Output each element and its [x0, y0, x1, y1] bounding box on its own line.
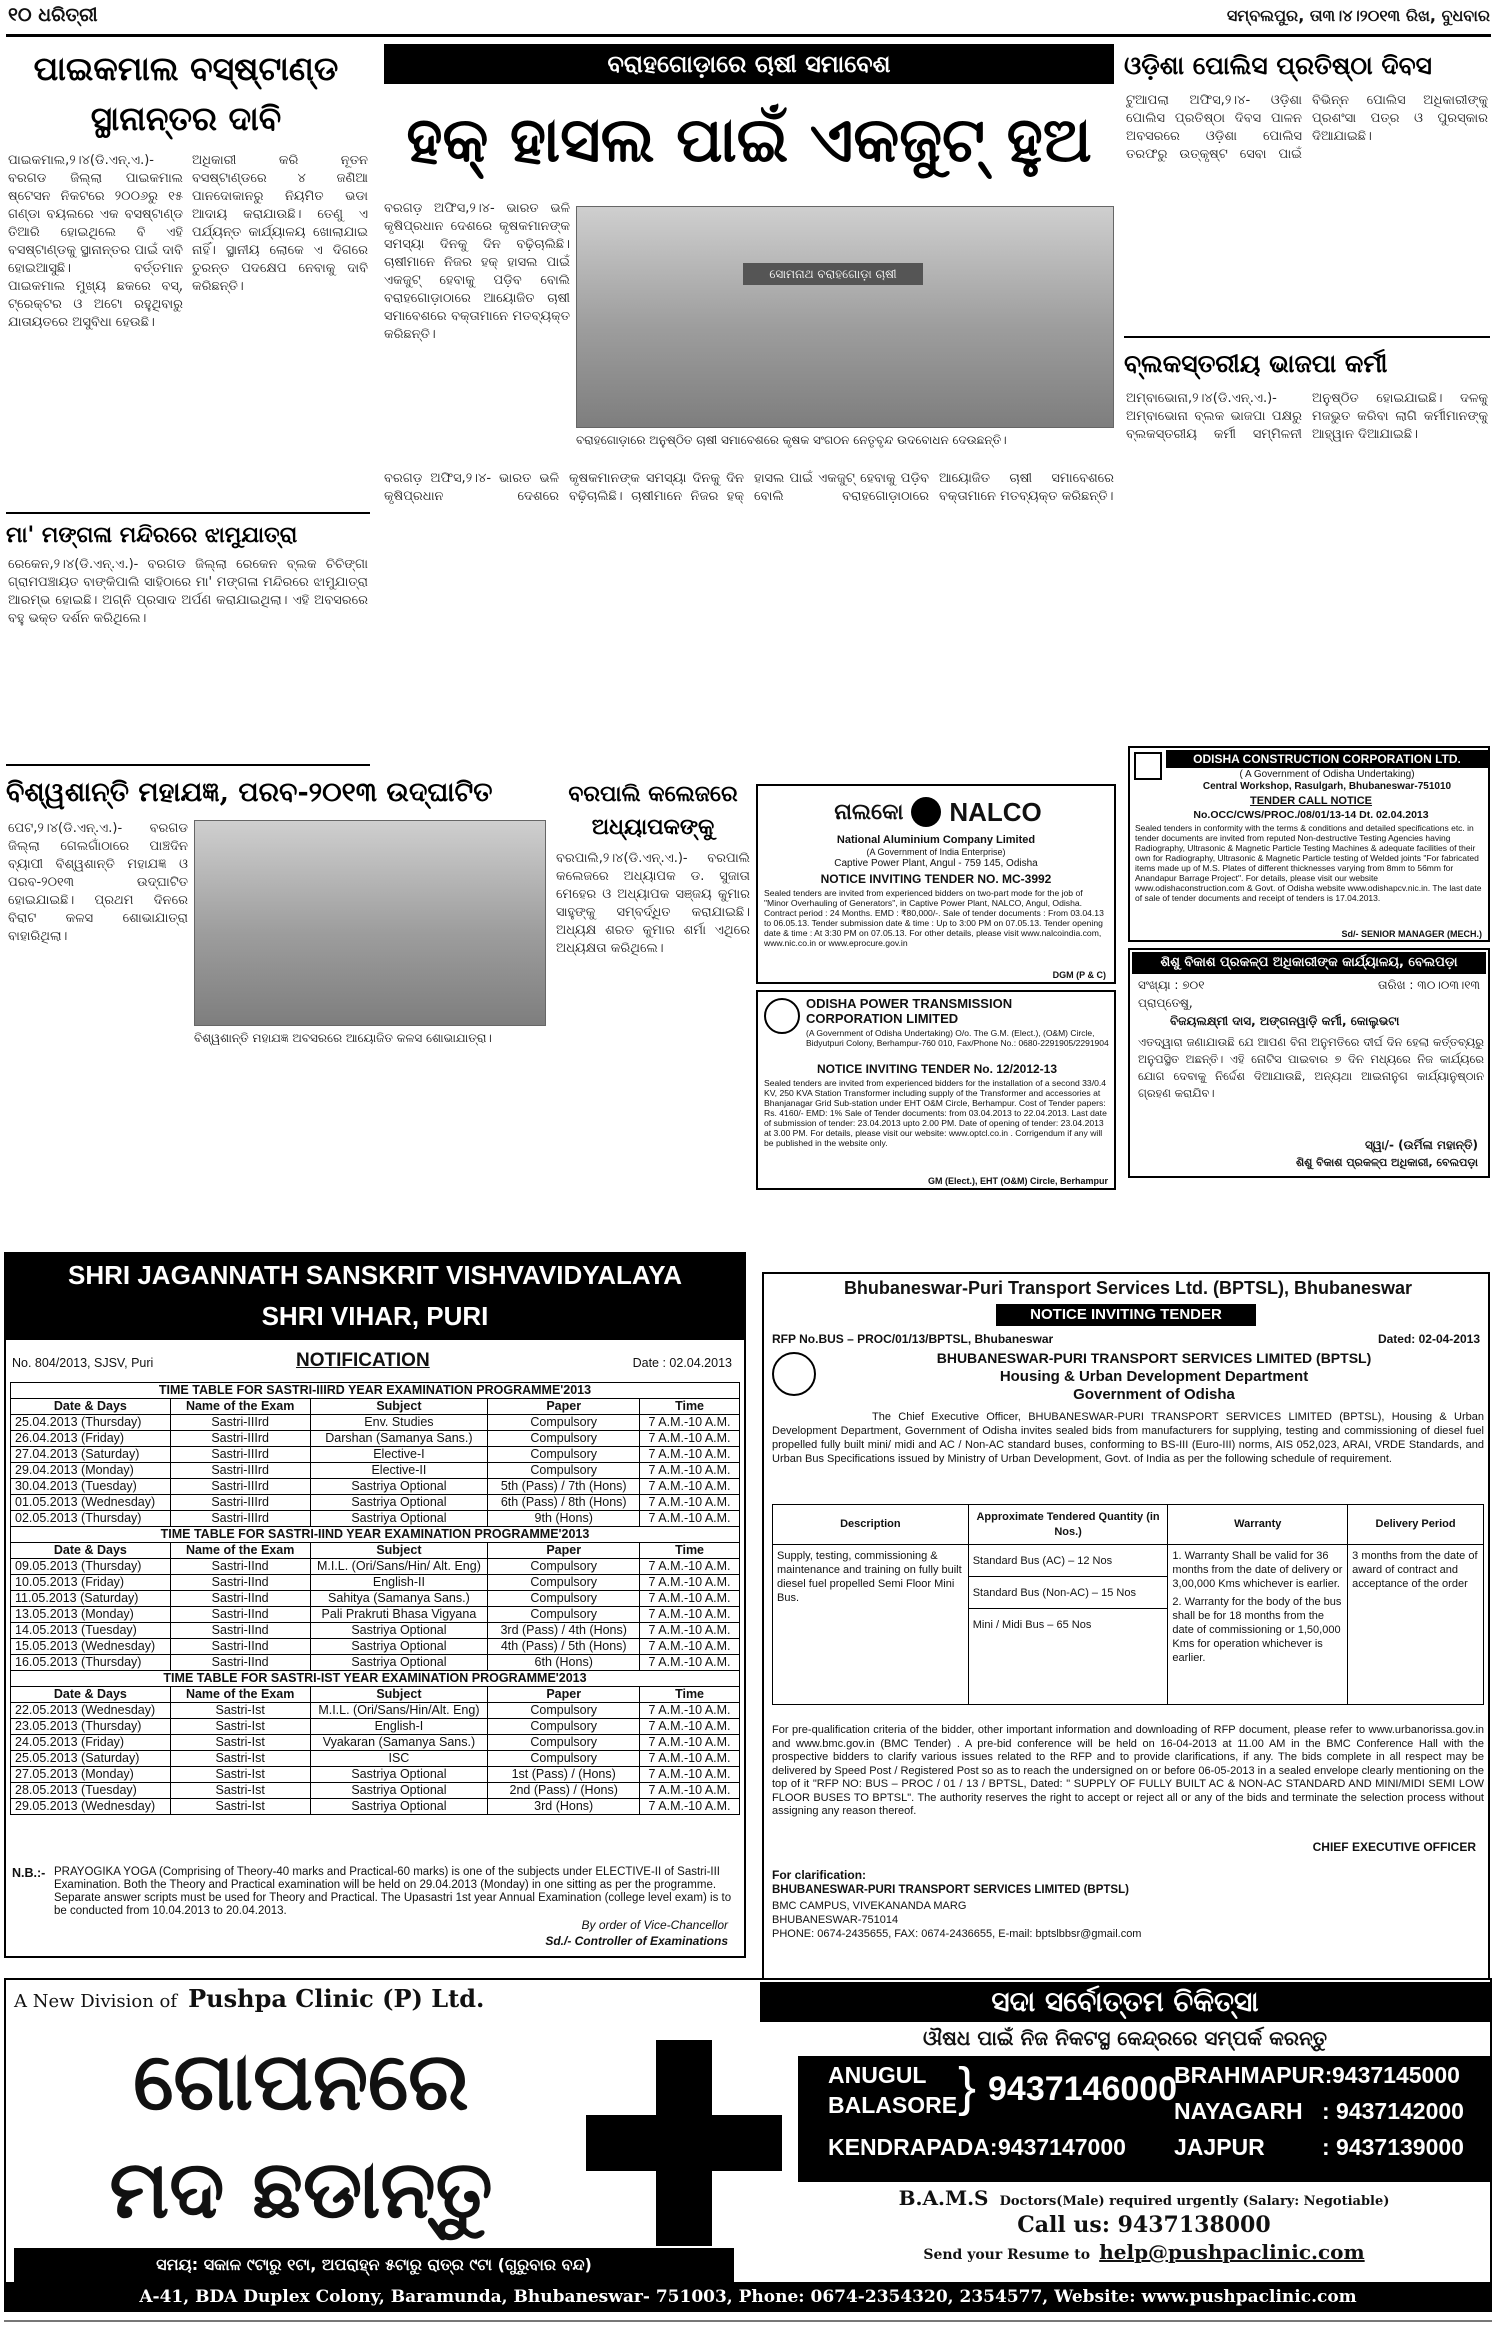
table-cell: Sastri-Ist	[170, 1751, 310, 1767]
police-body: ଟୁଆପଲା ଅଫିସ,୨।୪- ଓଡ଼ିଶା ପୋଲିସ ପ୍ରତିଷ୍ଠା ଦିବସ ପାଳନ ଅବସରରେ ଓଡ଼ିଶା ପୋଲିସ ତରଫରୁ ଉତ୍କୃଷ୍ଟ ସେବା ପାଇଁ ବିଭିନ୍ନ ପୋଲିସ ଅଧିକାରୀଙ୍କୁ ପ୍ରଶଂସା ପତ୍ର ଓ ପୁରସ୍କାର ଦିଆଯାଇଛି।	[1126, 93, 1488, 162]
pushpa-city-nayagarh: NAYAGARH	[1174, 2098, 1303, 2124]
table-cell: Vyakaran (Samanya Sans.)	[310, 1735, 488, 1751]
sjsv-title1: SHRI JAGANNATH SANSKRIT VISHVAVIDYALAYA	[68, 1260, 682, 1290]
table-cell: 13.05.2013 (Monday)	[11, 1607, 171, 1623]
nalco-brand: NALCO	[949, 796, 1042, 827]
table-cell: 7 A.M.-10 A.M.	[640, 1639, 740, 1655]
bptsl-dated: Dated: 02-04-2013	[1377, 1332, 1480, 1346]
sjsv-col-header: Name of the Exam	[170, 1543, 310, 1559]
optcl-logo-icon	[764, 998, 800, 1034]
nalco-ad	[756, 784, 1116, 984]
bptsl-th-delivery: Delivery Period	[1348, 1505, 1484, 1545]
optcl-ad	[756, 990, 1116, 1190]
occ-subtitle: ( A Government of Odisha Undertaking)	[1239, 769, 1415, 780]
optcl-notice: NOTICE INVITING TENDER No. 12/2012-13	[816, 1062, 1058, 1076]
sjsv-section-2-title: TIME TABLE FOR SASTRI-IIND YEAR EXAMINATION PROGRAMME'2013	[11, 1527, 740, 1543]
table-cell: 09.05.2013 (Thursday)	[11, 1559, 171, 1575]
sjsv-header	[6, 1254, 744, 1340]
brace-icon: }	[958, 2057, 977, 2117]
table-row	[11, 1591, 740, 1607]
table-cell: Sastriya Optional	[310, 1511, 488, 1527]
table-row	[11, 1431, 740, 1447]
table-cell: 24.05.2013 (Friday)	[11, 1735, 171, 1751]
pushpa-city-balasore: BALASORE	[828, 2092, 958, 2118]
col1-divider-1	[6, 512, 370, 514]
table-cell: Sastri-IIIrd	[170, 1447, 310, 1463]
table-cell: Env. Studies	[310, 1415, 488, 1431]
sjsv-section-1	[11, 1671, 740, 1687]
table-cell: 7 A.M.-10 A.M.	[640, 1767, 740, 1783]
nalco-address: Captive Power Plant, Angul - 759 145, Odisha	[834, 858, 1038, 869]
pushpa-bams: B.A.M.S	[898, 2186, 989, 2210]
pushpa-big1: ଗୋପନରେ	[133, 2035, 469, 2128]
chasi-caption: ବରାହଗୋଡ଼ାରେ ଅନୁଷ୍ଠିତ ଚାଷୀ ସମାବେଶରେ କୃଷକ ସଂଗଠନ ନେତୃବୃନ୍ଦ ଉଦବୋଧନ ଦେଉଛନ୍ତି।	[576, 433, 1007, 447]
pushpa-tagline: ସଦା ସର୍ବୋତ୍ତମ ଚିକିତ୍ସା	[760, 1982, 1490, 2022]
sjsv-section-1-title: TIME TABLE FOR SASTRI-IST YEAR EXAMINATION PROGRAMME'2013	[11, 1671, 740, 1687]
shishu-to: ପ୍ରାପ୍ତେଷୁ,	[1138, 996, 1193, 1010]
table-cell: English-II	[310, 1575, 488, 1591]
bptsl-intro: The Chief Executive Officer, BHUBANESWAR-PURI TRANSPORT SERVICES LIMITED (BPTSL), Housing & Urban Development Department, Government of Odisha invites sealed bids from manufacturers for supplying, testing and commissioning of diesel fuel propelled fully built mini/ midi and AC / Non-AC standard buses, conforming to BS-III (Euro-III) norms, AIS 052,023, ARAI, VRDE Standards, and Urban Bus Specifications issued by Ministry of Urban Development, Govt. of India as per the following schedule of requirement.	[772, 1411, 1484, 1465]
sjsv-nb: PRAYOGIKA YOGA (Comprising of Theory-40 marks and Practical-60 marks) is one of the subjects under ELECTIVE-II of Sastri-III Examination. Both the Theory and Practical examination will be held on 29.04.2013 (Monday) in one sitting as per the programme. Separate answer scripts must be used for Theory and Practical. The Upasastri 1st year Annual Examination (college level exam) is to be conducted from 10.04.2013 to 20.04.2013.	[54, 1866, 732, 1917]
bptsl-th-warranty: Warranty	[1168, 1505, 1348, 1545]
table-cell: 7 A.M.-10 A.M.	[640, 1575, 740, 1591]
vishwashanti-body: ପେଟ,୨।୪(ଡି.ଏନ୍.ଏ.)- ବରଗଡ ଜିଲ୍ଲା ଗେଲଗାଁଠାରେ ପାଞ୍ଚଦିନ ବ୍ୟାପୀ ବିଶ୍ୱଶାନ୍ତି ମହାଯଜ୍ଞ ଓ ପରବ-୨୦୧୩ ଉଦ୍‌ଘାଟିତ ହୋଇଯାଇଛି। ପ୍ରଥମ ଦିନରେ ବିରାଟ କଳସ ଶୋଭାଯାତ୍ରା ବାହାରିଥିଲା।	[8, 821, 188, 944]
table-cell: Sastri-IIIrd	[170, 1495, 310, 1511]
table-row	[11, 1639, 740, 1655]
table-cell: 2nd (Pass) / (Hons)	[488, 1783, 640, 1799]
occ-ref: No.OCC/CWS/PROC./08/01/13-14 Dt. 02.04.2013	[1193, 809, 1429, 821]
pushpa-ad	[4, 1978, 1492, 2298]
pushpa-phone-brahmapur: 9437145000	[1332, 2062, 1460, 2088]
sjsv-col-header: Subject	[310, 1687, 488, 1703]
table-cell: 3rd (Pass) / 4th (Hons)	[488, 1623, 640, 1639]
table-row	[11, 1575, 740, 1591]
nalco-brand-odia: ନାଲକୋ	[834, 799, 904, 825]
table-cell: Sastri-IIIrd	[170, 1463, 310, 1479]
table-cell: 7 A.M.-10 A.M.	[640, 1415, 740, 1431]
sjsv-header-row	[11, 1687, 740, 1703]
sjsv-signature: Sd./- Controller of Examinations	[545, 1934, 728, 1948]
bptsl-schedule-table	[772, 1504, 1484, 1705]
table-cell: 25.04.2013 (Thursday)	[11, 1415, 171, 1431]
table-cell: 27.05.2013 (Monday)	[11, 1767, 171, 1783]
table-cell: 26.04.2013 (Friday)	[11, 1431, 171, 1447]
table-row	[11, 1479, 740, 1495]
shishu-number: ସଂଖ୍ୟା : ୭୦୧	[1138, 978, 1205, 992]
bptsl-para: For pre-qualification criteria of the bidder, other important information and downloading of RFP document, please refer to www.urbanorissa.gov.in and www.bmc.gov.in (BMC Tender) . A pre-bid conference will be held on 16-04-2013 at 11.00 AM in the BMC Conference Hall with the prospective bidders to clarify various issues related to the RFP and to provide clarifications, if any. The bids complete in all respect may be delivered by Speed Post / Registered Post so as to reach the undersigned on or before 06-05-2013 in a sealed envelope clearly mentioning on the top of it "RFP NO: BUS – PROC / 01 / 13 / BPTSL, Dated: " SUPPLY OF FULLY BUILT AC & NON-AC STANDARD AND MINI/MIDI SEMI LOW FLOOR BUSES TO BPTSL". The authority reserves the right to accept or reject all or any of the bids and terminate the selection process without assigning any reason thereof.	[772, 1724, 1484, 1817]
table-cell: Sastri-IInd	[170, 1591, 310, 1607]
table-cell: Sastri-Ist	[170, 1767, 310, 1783]
pushpa-phone-nayagarh: : 9437142000	[1322, 2098, 1464, 2124]
table-cell: Compulsory	[488, 1575, 640, 1591]
table-cell: 30.04.2013 (Tuesday)	[11, 1479, 171, 1495]
optcl-body: Sealed tenders are invited from experienced bidders for the installation of a second 33/0.4 KV, 250 KVA Station Transformer including supply of the Transformer and accessories at Bhanjanagar Grid Sub-station under EHT O&M Circle, Berhampur. Cost of Tender papers: Rs. 4160/- EMD: 1% Sale of Tender documents: from 03.04.2013 to 22.04.2013. Last date of submission of tender: 23.04.2013 upto 2.00 PM. Date of opening of tender: 23.04.2013 at 3.00 PM. For details, please visit our website: www.optcl.co.in . Corrigendum if any will be published in the website only.	[764, 1078, 1107, 1148]
table-cell: Sastri-IInd	[170, 1607, 310, 1623]
table-cell: 7 A.M.-10 A.M.	[640, 1559, 740, 1575]
table-row	[11, 1447, 740, 1463]
table-row	[11, 1751, 740, 1767]
table-cell: Compulsory	[488, 1703, 640, 1719]
table-cell: ISC	[310, 1751, 488, 1767]
table-cell: 7 A.M.-10 A.M.	[640, 1511, 740, 1527]
chasi-headline: ହକ୍ ହାସଲ ପାଇଁ ଏକଜୁଟ୍ ହୁଅ	[406, 103, 1092, 176]
table-cell: Sastriya Optional	[310, 1783, 488, 1799]
table-row	[11, 1767, 740, 1783]
table-cell: Sastri-Ist	[170, 1735, 310, 1751]
table-row	[11, 1799, 740, 1815]
barpali-headline: ବରପାଲି କଲେଜରେ ଅଧ୍ୟାପକଙ୍କୁ	[568, 781, 738, 840]
pushpa-phone-jajpur: : 9437139000	[1322, 2134, 1464, 2160]
table-cell: 10.05.2013 (Friday)	[11, 1575, 171, 1591]
shishu-title: ଶିଶୁ ବିକାଶ ପ୍ରକଳ୍ପ ଅଧିକାରୀଙ୍କ କାର୍ଯ୍ୟାଳୟ, ବେଲପଡ଼ା	[1132, 952, 1486, 974]
table-cell: Compulsory	[488, 1447, 640, 1463]
vishwashanti-caption: ବିଶ୍ୱଶାନ୍ତି ମହାଯଜ୍ଞ ଅବସରରେ ଆୟୋଜିତ କଳସ ଶୋଭାଯାତ୍ରା।	[194, 1031, 492, 1045]
pushpa-bams-note: Doctors(Male) required urgently (Salary: Negotiable)	[999, 2194, 1390, 2209]
sjsv-title2: SHRI VIHAR, PURI	[261, 1301, 489, 1331]
bptsl-th-description: Description	[773, 1505, 969, 1545]
pushpa-email[interactable]: help@pushpaclinic.com	[1099, 2240, 1365, 2264]
sjsv-notification	[4, 1252, 746, 1958]
nalco-logo-icon	[911, 797, 941, 827]
table-cell: 01.05.2013 (Wednesday)	[11, 1495, 171, 1511]
sjsv-col-header: Subject	[310, 1543, 488, 1559]
right-divider-1	[1124, 336, 1490, 338]
paikamal-col2: ଅଧିକାରୀ କରି ନୂତନ ବସଷ୍ଟାଣ୍ଡରେ ୪ ଜଣିଆ ପାନଦୋକାନରୁ ନିୟମିତ ଭଡା ଆଦାୟ କରାଯାଉଛି। ତେଣୁ ଏ ପର୍ଯ୍ୟନ୍ତ କାର୍ଯ୍ୟାଳୟ ଖୋଲାଯାଇ ନାହିଁ। ସ୍ଥାନୀୟ ଲୋକେ ଏ ଦିଗରେ ତୁରନ୍ତ ପଦକ୍ଷେପ ନେବାକୁ ଦାବି କରିଛନ୍ତି।	[192, 153, 368, 294]
occ-ad	[1128, 746, 1490, 942]
bptsl-qty3: Mini / Midi Bus – 65 Nos	[972, 1619, 1092, 1631]
table-row	[11, 1783, 740, 1799]
table-cell: 5th (Pass) / 7th (Hons)	[488, 1479, 640, 1495]
table-cell: Sastriya Optional	[310, 1639, 488, 1655]
shishu-signature-title: ଶିଶୁ ବିକାଶ ପ୍ରକଳ୍ପ ଅଧିକାରୀ, ବେଲପଡ଼ା	[1295, 1156, 1478, 1169]
table-cell: Sastriya Optional	[310, 1479, 488, 1495]
table-cell: Sastri-IIIrd	[170, 1415, 310, 1431]
table-cell: Sastri-Ist	[170, 1703, 310, 1719]
shishu-date: ତାରିଖ : ୩୦।୦୩।୧୩	[1377, 978, 1480, 992]
table-cell: Sastri-IIIrd	[170, 1479, 310, 1495]
table-cell: Sastriya Optional	[310, 1623, 488, 1639]
table-cell: English-I	[310, 1719, 488, 1735]
pushpa-timing: ସମୟ: ସକାଳ ୯ଟାରୁ ୧ଟା, ଅପରାହ୍ନ ୫ଟାରୁ ରାତ୍ର ୯ଟା (ଗୁରୁବାର ବନ୍ଦ)	[14, 2248, 734, 2282]
table-cell: 7 A.M.-10 A.M.	[640, 1751, 740, 1767]
table-row	[11, 1703, 740, 1719]
table-cell: M.I.L. (Ori/Sans/Hin/ Alt. Eng)	[310, 1559, 488, 1575]
table-cell: 7 A.M.-10 A.M.	[640, 1495, 740, 1511]
sjsv-nb-label: N.B.:-	[12, 1866, 46, 1880]
table-cell: Compulsory	[488, 1719, 640, 1735]
sjsv-col-header: Name of the Exam	[170, 1687, 310, 1703]
nalco-notice: NOTICE INVITING TENDER NO. MC-3992	[820, 872, 1052, 886]
table-cell: 7 A.M.-10 A.M.	[640, 1783, 740, 1799]
pushpa-phone-kendrapada: 9437147000	[998, 2134, 1126, 2160]
table-cell: Pali Prakruti Bhasa Vigyana	[310, 1607, 488, 1623]
sjsv-date: Date : 02.04.2013	[632, 1356, 732, 1370]
pushpa-call: Call us: 9437138000	[1017, 2212, 1271, 2238]
table-cell: Sastri-IInd	[170, 1623, 310, 1639]
pushpa-city-brahmapur: BRAHMAPUR:	[1174, 2062, 1333, 2088]
bptsl-ceo: CHIEF EXECUTIVE OFFICER	[1312, 1840, 1476, 1854]
table-cell: Sastriya Optional	[310, 1655, 488, 1671]
sjsv-col-header: Name of the Exam	[170, 1399, 310, 1415]
pushpa-bams-line	[798, 2186, 1490, 2210]
nalco-signature: DGM (P & C)	[1052, 970, 1106, 980]
table-cell: 27.04.2013 (Saturday)	[11, 1447, 171, 1463]
table-cell: 28.05.2013 (Tuesday)	[11, 1783, 171, 1799]
sjsv-header-row	[11, 1543, 740, 1559]
table-cell: 7 A.M.-10 A.M.	[640, 1431, 740, 1447]
table-row	[11, 1511, 740, 1527]
masthead-rule	[6, 34, 1491, 37]
table-cell: 4th (Pass) / 5th (Hons)	[488, 1639, 640, 1655]
table-cell: 14.05.2013 (Tuesday)	[11, 1623, 171, 1639]
samabesh-photo	[576, 206, 1114, 428]
table-cell: Sastri-IIIrd	[170, 1431, 310, 1447]
table-cell: Sastriya Optional	[310, 1767, 488, 1783]
sjsv-section-3-title: TIME TABLE FOR SASTRI-IIIRD YEAR EXAMINATION PROGRAMME'2013	[11, 1383, 740, 1399]
bjp-body: ଅମ୍ବାଭୋନା,୨।୪(ଡି.ଏନ୍.ଏ.)- ଅମ୍ବାଭୋନା ବ୍ଲକ ଭାଜପା ପକ୍ଷରୁ ବ୍ଲକସ୍ତରୀୟ କର୍ମୀ ସମ୍ମିଳନୀ ଅନୁଷ୍ଠିତ ହୋଇଯାଇଛି। ଦଳକୁ ମଜଭୁତ କରିବା ଲାଗି କର୍ମୀମାନଙ୍କୁ ଆହ୍ୱାନ ଦିଆଯାଇଛି।	[1126, 391, 1488, 442]
table-row	[11, 1415, 740, 1431]
table-cell: Sastriya Optional	[310, 1495, 488, 1511]
table-cell: Sastri-IInd	[170, 1639, 310, 1655]
table-cell: Compulsory	[488, 1751, 640, 1767]
table-cell: 9th (Hons)	[488, 1511, 640, 1527]
police-headline: ଓଡ଼ିଶା ପୋଲିସ ପ୍ରତିଷ୍ଠା ଦିବସ	[1124, 51, 1432, 80]
table-cell: Compulsory	[488, 1463, 640, 1479]
pushpa-city-jajpur: JAJPUR	[1174, 2134, 1265, 2160]
page-label: ୧୦ ଧରିତ୍ରୀ	[8, 4, 98, 26]
sjsv-col-header: Time	[640, 1399, 740, 1415]
barpali-body: ବରପାଲି,୨।୪(ଡି.ଏନ୍.ଏ.)- ବରପାଲି କଲେଜରେ ଅଧ୍ୟାପକ ଡ. ସୁଜାତା ମେହେର ଓ ଅଧ୍ୟାପକ ସଞ୍ଜୟ କୁମାର ସାହୁଙ୍କୁ ସମ୍ବର୍ଦ୍ଧିତ କରାଯାଇଛି। ଅଧ୍ୟକ୍ଷ ଶରତ କୁମାର ଶର୍ମା ଏଥିରେ ଅଧ୍ୟକ୍ଷତା କରିଥିଲେ।	[556, 851, 750, 956]
table-row	[11, 1623, 740, 1639]
optcl-signature: GM (Elect.), EHT (O&M) Circle, Berhampur	[927, 1176, 1108, 1186]
vishwashanti-headline: ବିଶ୍ୱଶାନ୍ତି ମହାଯଜ୍ଞ, ପରବ-୨୦୧୩ ଉଦ୍‌ଘାଟିତ	[6, 777, 493, 808]
table-cell: 29.05.2013 (Wednesday)	[11, 1799, 171, 1815]
sjsv-section-3	[11, 1383, 740, 1399]
sjsv-col-header: Subject	[310, 1399, 488, 1415]
sjsv-ref: No. 804/2013, SJSV, Puri	[12, 1356, 154, 1370]
bptsl-clar3: BHUBANESWAR-751014	[772, 1914, 899, 1926]
occ-logo-icon	[1134, 752, 1162, 780]
pushpa-phone-panel	[798, 2056, 1490, 2182]
nalco-company: National Aluminium Company Limited	[836, 834, 1036, 846]
bptsl-clar-label: For clarification:	[772, 1868, 867, 1882]
table-cell: Sahitya (Samanya Sans.)	[310, 1591, 488, 1607]
table-cell: 6th (Hons)	[488, 1655, 640, 1671]
shishu-body: ଏତଦ୍ୱାରା ଜଣାଯାଉଛି ଯେ ଆପଣ ବିନା ଅନୁମତିରେ ଦୀର୍ଘ ଦିନ ହେଲା କର୍ତ୍ତବ୍ୟରୁ ଅନୁପସ୍ଥିତ ଅଛନ୍ତି। ଏହି ନୋଟିସ ପାଇବାର ୭ ଦିନ ମଧ୍ୟରେ ନିଜ କାର୍ଯ୍ୟରେ ଯୋଗ ଦେବାକୁ ନିର୍ଦ୍ଦେଶ ଦିଆଯାଉଛି, ଅନ୍ୟଥା ଆଇନାନୁଗ କାର୍ଯ୍ୟାନୁଷ୍ଠାନ ଗ୍ରହଣ କରାଯିବ।	[1138, 1035, 1484, 1100]
occ-address: Central Workshop, Rasulgarh, Bhubaneswar-751010	[1202, 781, 1452, 792]
bptsl-clar2: BMC CAMPUS, VIVEKANANDA MARG	[772, 1900, 967, 1912]
shishu-recipient: ବିଜୟଲକ୍ଷ୍ମୀ ଦାସ, ଅଙ୍ଗନୱାଡ଼ି କର୍ମୀ, କୋଲୁଭଟା	[1170, 1014, 1400, 1028]
table-cell: Sastri-IInd	[170, 1575, 310, 1591]
chasi-body: ବରଗଡ଼ ଅଫିସ,୨।୪- ଭାରତ ଭଳି କୃଷିପ୍ରଧାନ ଦେଶରେ କୃଷକମାନଙ୍କ ସମସ୍ୟା ଦିନକୁ ଦିନ ବଢ଼ିଚାଲିଛି। ଚାଷୀମାନେ ନିଜର ହକ୍ ହାସଲ ପାଇଁ ଏକଜୁଟ୍ ହେବାକୁ ପଡ଼ିବ ବୋଲି ବରାହଗୋଡ଼ାଠାରେ ଆୟୋଜିତ ଚାଷୀ ସମାବେଶରେ ବକ୍ତାମାନେ ମତବ୍ୟକ୍ତ କରିଛନ୍ତି।	[384, 201, 570, 342]
page-bottom-rule	[4, 2320, 1492, 2322]
bptsl-qty2: Standard Bus (Non-AC) – 15 Nos	[969, 1577, 1168, 1609]
bptsl-description: Supply, testing, commissioning & maintenance and training on fully built diesel fuel propelled Semi Floor Mini Bus.	[773, 1545, 969, 1705]
chasi-kicker-bar: ବରାହଗୋଡ଼ାରେ ଚାଷୀ ସମାବେଶ	[384, 44, 1114, 84]
table-cell: Compulsory	[488, 1591, 640, 1607]
table-cell: Sastri-IInd	[170, 1559, 310, 1575]
table-cell: 7 A.M.-10 A.M.	[640, 1447, 740, 1463]
sjsv-col-header: Date & Days	[11, 1399, 171, 1415]
table-cell: 23.05.2013 (Thursday)	[11, 1719, 171, 1735]
occ-title: ODISHA CONSTRUCTION CORPORATION LTD.	[1166, 750, 1488, 768]
table-row	[11, 1719, 740, 1735]
table-row	[11, 1495, 740, 1511]
occ-body: Sealed tenders in conformity with the terms & conditions and detailed specifications etc. in tender documents are invited from reputed Non-destructive Testing Agencies having Radiography, Ultrasonic & Magnetic Particle Testing Machines & adequate facilities of their own for Radiography, Ultrasonic & Magnetic Particle testing of Welded joints "For fabricated items made up of M.S. Plates of different thicknesses varying from 8mm to 56mm for Anandapur Barrage Project". For details, please visit our website www.odishaconstruction.com & Govt. of Odisha website www.odishapcv.nic.in. The last date of sale of tender documents and receipt of tenders is 17.04.2013.	[1135, 823, 1482, 903]
table-cell: Sastri-Ist	[170, 1783, 310, 1799]
table-row	[11, 1735, 740, 1751]
pushpa-division	[14, 1984, 734, 2018]
pushpa-city-anugul: ANUGUL	[828, 2062, 927, 2088]
sjsv-header-row	[11, 1399, 740, 1415]
table-cell: 7 A.M.-10 A.M.	[640, 1655, 740, 1671]
optcl-title: ODISHA POWER TRANSMISSION CORPORATION LIMITED	[806, 996, 1013, 1026]
kalasa-photo	[194, 820, 546, 1026]
table-cell: 3rd (Hons)	[488, 1799, 640, 1815]
table-cell: Darshan (Samanya Sans.)	[310, 1431, 488, 1447]
bptsl-org-line2: Housing & Urban Development Department	[999, 1368, 1309, 1385]
bptsl-tender	[762, 1272, 1490, 1980]
table-cell: 7 A.M.-10 A.M.	[640, 1607, 740, 1623]
mangala-headline: ମା' ମଙ୍ଗଳା ମନ୍ଦିରରେ ଝାମୁଯାତ୍ରା	[6, 522, 298, 548]
col1-divider-2	[6, 764, 370, 766]
bptsl-title: Bhubaneswar-Puri Transport Services Ltd. (BPTSL), Bhubaneswar	[843, 1278, 1413, 1298]
sjsv-col-header: Time	[640, 1543, 740, 1559]
bjp-headline: ବ୍ଲକସ୍ତରୀୟ ଭାଜପା କର୍ମୀ	[1124, 349, 1388, 378]
table-cell: 1st (Pass) / (Hons)	[488, 1767, 640, 1783]
table-cell: 7 A.M.-10 A.M.	[640, 1623, 740, 1639]
sjsv-col-header: Paper	[488, 1543, 640, 1559]
sjsv-col-header: Paper	[488, 1687, 640, 1703]
table-cell: 7 A.M.-10 A.M.	[640, 1735, 740, 1751]
table-row	[11, 1655, 740, 1671]
bptsl-logo-icon	[772, 1352, 816, 1396]
pushpa-division-prefix: A New Division of	[14, 1991, 178, 2012]
bptsl-delivery: 3 months from the date of award of contract and acceptance of the order	[1348, 1545, 1484, 1705]
bptsl-rfp: RFP No.BUS – PROC/01/13/BPTSL, Bhubaneswar	[772, 1332, 1054, 1346]
shishu-signature: ସ୍ୱା/- (ଉର୍ମିଳା ମହାନ୍ତି)	[1364, 1138, 1478, 1152]
bptsl-clar4: PHONE: 0674-2435655, FAX: 0674-2436655, E-mail: bptslbbsr@gmail.com	[772, 1928, 1142, 1940]
table-cell: Sastri-IInd	[170, 1655, 310, 1671]
bptsl-notice: NOTICE INVITING TENDER	[996, 1304, 1256, 1326]
sjsv-col-header: Date & Days	[11, 1543, 171, 1559]
table-cell: 15.05.2013 (Wednesday)	[11, 1639, 171, 1655]
nalco-body: Sealed tenders are invited from experienced bidders on two-part mode for the job of "Minor Overhauling of Generators", in Captive Power Plant, NALCO, Angul, Odisha. Contract period : 24 Months. EMD : ₹80,000/-. Sale of tender documents : From 03.04.13 to 06.05.13. Tender submission date & time : Up to 3:00 PM on 07.05.13. Tender opening date & time : At 3:30 PM on 07.05.13. For other details, please visit www.nalcoindia.com, www.nic.co.in or www.eprocure.gov.in	[764, 888, 1104, 948]
table-cell: 25.05.2013 (Saturday)	[11, 1751, 171, 1767]
table-cell: Sastri-Ist	[170, 1799, 310, 1815]
table-cell: Sastri-IIIrd	[170, 1511, 310, 1527]
bptsl-org-line3: Government of Odisha	[1073, 1386, 1235, 1403]
sjsv-timetable	[10, 1382, 740, 1815]
table-cell: 16.05.2013 (Thursday)	[11, 1655, 171, 1671]
table-cell: 6th (Pass) / 8th (Hons)	[488, 1495, 640, 1511]
table-cell: 7 A.M.-10 A.M.	[640, 1591, 740, 1607]
mangala-body: ରେକେନ,୨।୪(ଡି.ଏନ୍.ଏ.)- ବରଗଡ ଜିଲ୍ଲା ରେକେନ ବ୍ଲକ ଚିଚିଙ୍ଗା ଗ୍ରାମପଞ୍ଚାୟତ ବାଙ୍କିପାଲି ସାହିଠାରେ ମା' ମଙ୍ଗଳା ମନ୍ଦିରରେ ଝାମୁଯାତ୍ରା ଆରମ୍ଭ ହୋଇଛି। ଅଗ୍ନି ପ୍ରସାଦ ଅର୍ପଣ କରାଯାଇଥିଲା। ଏହି ଅବସରରେ ବହୁ ଭକ୍ତ ଦର୍ଶନ କରିଥିଲେ।	[8, 557, 368, 626]
table-cell: Compulsory	[488, 1415, 640, 1431]
table-cell: 7 A.M.-10 A.M.	[640, 1703, 740, 1719]
sjsv-notice-title: NOTIFICATION	[296, 1350, 430, 1371]
sjsv-col-header: Date & Days	[11, 1687, 171, 1703]
sjsv-by-order: By order of Vice-Chancellor	[581, 1918, 728, 1932]
pushpa-consult: ଔଷଧ ପାଇଁ ନିଜ ନିକଟସ୍ଥ କେନ୍ଦ୍ରରେ ସମ୍ପର୍କ କରନ୍ତୁ	[922, 2026, 1328, 2050]
bptsl-warranty2: 2. Warranty for the body of the bus shall be for 18 months from the date of commissioning or 1,50,000 Kms for operation whichever is earlier.	[1172, 1596, 1342, 1664]
pushpa-city-kendrapada: KENDRAPADA:	[828, 2134, 998, 2160]
table-row	[11, 1559, 740, 1575]
pushpa-big2: ମଦ ଛଡାନ୍ତୁ	[109, 2143, 493, 2236]
bptsl-th-quantity: Approximate Tendered Quantity (in Nos.)	[968, 1505, 1168, 1545]
table-cell: Compulsory	[488, 1607, 640, 1623]
table-cell: Elective-II	[310, 1463, 488, 1479]
shishu-notice	[1128, 948, 1490, 1178]
sjsv-col-header: Paper	[488, 1399, 640, 1415]
paikamal-headline: ପାଇକମାଲ ବସ୍‌ଷ୍ଟାଣ୍ଡ ସ୍ଥାନାନ୍ତର ଦାବି	[33, 49, 339, 138]
table-cell: 29.04.2013 (Monday)	[11, 1463, 171, 1479]
paikamal-col1: ପାଇକମାଲ,୨।୪(ଡି.ଏନ୍.ଏ.)- ବରଗଡ ଜିଲ୍ଲା ପାଇକମାଲ ଷ୍ଟେସନ ନିକଟରେ ୨୦୦୬ରୁ ୧୫ ଗଣ୍ଡା ବୟଲରେ ଏକ ବସଷ୍ଟାଣ୍ଡ ତିଆରି ହୋଇଥିଲେ ବି ଏହି ବସଷ୍ଟାଣ୍ଡକୁ ସ୍ଥାନାନ୍ତର ପାଇଁ ଦାବି ହୋଇଆସୁଛି। ବର୍ତ୍ତମାନ ପାଇକମାଲ ମୁଖ୍ୟ ଛକରେ ବସ୍, ଟ୍ରେକ୍ଟର ଓ ଅଟୋ ରହୁଥିବାରୁ ଯାତାୟତରେ ଅସୁବିଧା ହେଉଛି।	[8, 153, 183, 330]
table-cell: Sastri-Ist	[170, 1719, 310, 1735]
table-cell: 11.05.2013 (Saturday)	[11, 1591, 171, 1607]
table-cell: Compulsory	[488, 1431, 640, 1447]
table-row	[11, 1463, 740, 1479]
table-cell: M.I.L. (Ori/Sans/Hin/Alt. Eng)	[310, 1703, 488, 1719]
table-cell: 7 A.M.-10 A.M.	[640, 1463, 740, 1479]
sjsv-section-2	[11, 1527, 740, 1543]
medical-cross-icon	[586, 2040, 782, 2246]
optcl-subtitle: (A Government of Odisha Undertaking) O/o. The G.M. (Elect.), (O&M) Circle, Bidyutpuri Colony, Berhampur-760 010, Fax/Phone No.: 0680-2291905/2291904	[806, 1028, 1109, 1048]
table-cell: Sastriya Optional	[310, 1799, 488, 1815]
bptsl-org-line1: BHUBANESWAR-PURI TRANSPORT SERVICES LIMITED (BPTSL)	[936, 1350, 1372, 1366]
nalco-subtitle: (A Government of India Enterprise)	[866, 847, 1006, 857]
table-cell: 7 A.M.-10 A.M.	[640, 1479, 740, 1495]
table-cell: 7 A.M.-10 A.M.	[640, 1719, 740, 1735]
table-cell: Compulsory	[488, 1735, 640, 1751]
chasi-body-cont: ବରଗଡ଼ ଅଫିସ,୨।୪- ଭାରତ ଭଳି କୃଷିପ୍ରଧାନ ଦେଶରେ କୃଷକମାନଙ୍କ ସମସ୍ୟା ଦିନକୁ ଦିନ ବଢ଼ିଚାଲିଛି। ଚାଷୀମାନେ ନିଜର ହକ୍ ହାସଲ ପାଇଁ ଏକଜୁଟ୍ ହେବାକୁ ପଡ଼ିବ ବୋଲି ବରାହଗୋଡ଼ାଠାରେ ଆୟୋଜିତ ଚାଷୀ ସମାବେଶରେ ବକ୍ତାମାନେ ମତବ୍ୟକ୍ତ କରିଛନ୍ତି।	[384, 471, 1114, 504]
sjsv-col-header: Time	[640, 1687, 740, 1703]
pushpa-division-name: Pushpa Clinic (P) Ltd.	[188, 1984, 485, 2013]
table-cell: 02.05.2013 (Thursday)	[11, 1511, 171, 1527]
pushpa-footer: A-41, BDA Duplex Colony, Baramunda, Bhubaneswar- 751003, Phone: 0674-2354320, 2354577, Website: www.pushpaclinic.com	[4, 2282, 1492, 2312]
pushpa-phone-ab: 9437146000	[988, 2070, 1178, 2108]
table-cell: 22.05.2013 (Wednesday)	[11, 1703, 171, 1719]
table-cell: 7 A.M.-10 A.M.	[640, 1799, 740, 1815]
pushpa-resume: Send your Resume to	[923, 2247, 1091, 2263]
table-row	[11, 1607, 740, 1623]
bptsl-clar1: BHUBANESWAR-PURI TRANSPORT SERVICES LIMITED (BPTSL)	[772, 1884, 1129, 1896]
occ-signature: Sd/- SENIOR MANAGER (MECH.)	[1341, 929, 1482, 939]
bptsl-warranty1: 1. Warranty Shall be valid for 36 months from the date of delivery or 3,00,000 Kms whichever is earlier.	[1172, 1550, 1343, 1590]
pushpa-resume-line	[798, 2240, 1490, 2264]
table-cell: Elective-I	[310, 1447, 488, 1463]
bptsl-qty1: Standard Bus (AC) – 12 Nos	[969, 1545, 1168, 1577]
dateline: ସମ୍ବଲପୁର, ତା୩।୪।୨୦୧୩ ରିଖ, ବୁଧବାର	[1226, 6, 1490, 25]
table-cell: Compulsory	[488, 1559, 640, 1575]
stage-banner: ସୋମନାଥ ବରାହଗୋଡ଼ା ଚାଷୀ	[743, 263, 923, 285]
occ-notice: TENDER CALL NOTICE	[1249, 795, 1373, 807]
